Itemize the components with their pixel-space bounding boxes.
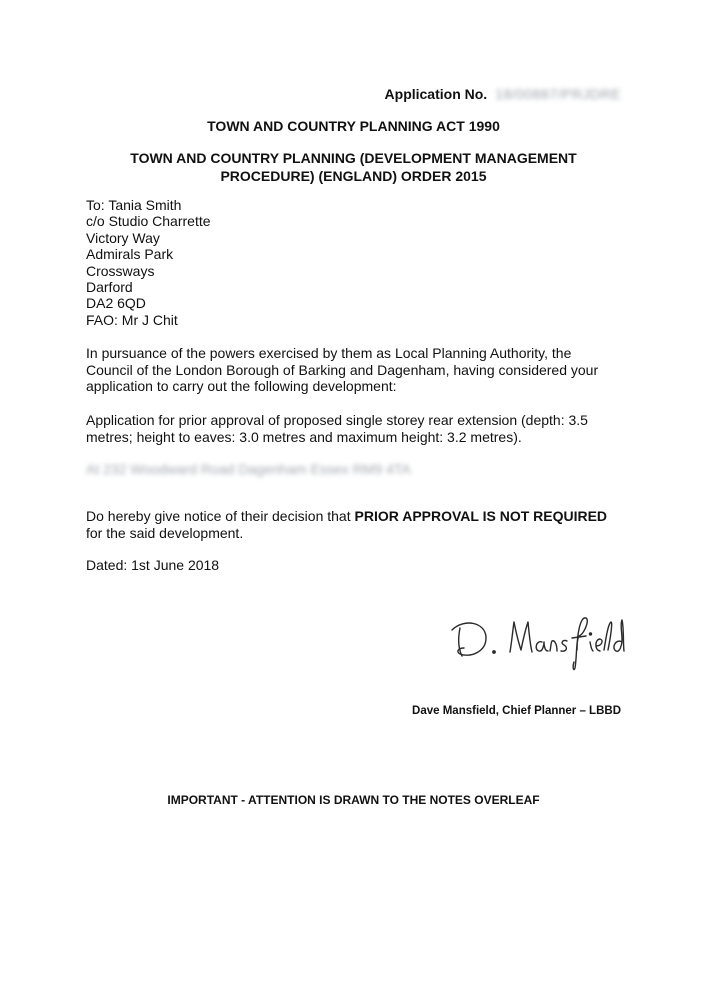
application-number — [385, 86, 621, 102]
address-line: c/o Studio Charrette — [86, 213, 211, 230]
order-heading — [0, 149, 707, 185]
address-line: Darford — [86, 279, 133, 296]
decision-line-1 — [86, 508, 626, 525]
intro-line: In pursuance of the powers exercised by them as Local Planning Authority, the — [86, 345, 572, 361]
development-description — [86, 412, 626, 445]
intro-paragraph — [86, 345, 626, 395]
address-line: To: Tania Smith — [86, 197, 182, 213]
application-number-label: Application No. — [384, 86, 488, 102]
description-line: metres; height to eaves: 3.0 metres and maximum height: 3.2 metres). — [86, 428, 522, 445]
recipient-address — [86, 197, 211, 328]
decision-prefix: Do hereby give notice of their decision that — [86, 508, 355, 524]
order-heading-line-2: PROCEDURE) (ENGLAND) ORDER 2015 — [220, 168, 487, 184]
important-notice: IMPORTANT - ATTENTION IS DRAWN TO THE NOTES OVERLEAF — [167, 793, 540, 807]
address-line: DA2 6QD — [86, 295, 146, 312]
act-heading: TOWN AND COUNTRY PLANNING ACT 1990 — [207, 118, 500, 134]
date-line: Dated: 1st June 2018 — [86, 557, 220, 573]
intro-line: Council of the London Borough of Barking and Dagenham, having considered your — [86, 361, 599, 378]
decision-paragraph — [86, 508, 626, 541]
address-line: Admirals Park — [86, 246, 174, 263]
decision-suffix: for the said development. — [86, 524, 244, 541]
signature-image — [446, 606, 626, 676]
address-line: FAO: Mr J Chit — [86, 311, 178, 328]
order-heading-line-1: TOWN AND COUNTRY PLANNING (DEVELOPMENT MANAGEMENT — [130, 150, 577, 166]
description-line: Application for prior approval of proposed single storey rear extension (depth: 3.5 — [86, 412, 588, 428]
application-number-value: 18/00887/PRJDRE — [495, 86, 621, 102]
signatory-name: Dave Mansfield, Chief Planner – LBBD — [412, 705, 621, 717]
address-line: Victory Way — [86, 229, 160, 246]
intro-line: application to carry out the following development: — [86, 378, 397, 395]
site-address-redacted: At 232 Woodward Road Dagenham Essex RM9 4TA — [86, 461, 411, 477]
address-line: Crossways — [86, 262, 155, 279]
decision-outcome: PRIOR APPROVAL IS NOT REQUIRED — [354, 508, 608, 524]
